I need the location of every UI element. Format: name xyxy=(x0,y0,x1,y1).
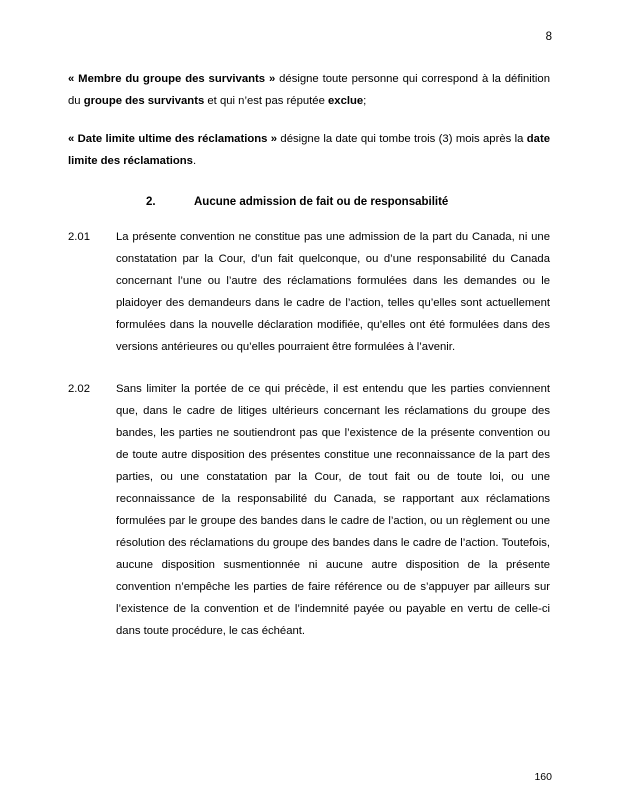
definition-emphasis-date-limite-reclamations: date limite des réclamations xyxy=(68,133,550,168)
definition-text-5: . xyxy=(192,155,197,168)
document-body xyxy=(68,68,550,662)
clause-index: 2.01 xyxy=(68,231,90,244)
section-number: 2. xyxy=(146,196,156,209)
definition-paragraph-survivants xyxy=(68,68,550,112)
clause-index: 2.02 xyxy=(68,383,90,396)
clause-2-02 xyxy=(68,378,550,642)
clause-text: La présente convention ne constitue pas une admission de la part du Canada, ni une constatation par la Cour, d’un fait quelconque, ou d’une responsabilité du Canada concernant l’une ou l’autre des réclamations formulées dans les demandes ou le plaidoyer des demandeurs dans le cadre de l’action, telles qu’elles sont actuellement formulées dans la nouvelle déclaration modifiée, qu’elles ont été formulées dans des versions antérieures ou qu’elles pourraient être formulées à l’avenir. xyxy=(116,231,550,354)
definition-term-date-limite: « Date limite ultime des réclamations » xyxy=(68,133,278,146)
definition-term-survivants: « Membre du groupe des survivants » xyxy=(68,73,276,85)
definition-emphasis-exclue: exclue xyxy=(328,95,364,108)
page-number-footer: 160 xyxy=(534,770,552,783)
definition-emphasis-groupe-survivants: groupe des survivants xyxy=(83,95,205,108)
definition-text-3: ; xyxy=(363,95,367,108)
definition-text-4: désigne la date qui tombe trois (3) mois après la xyxy=(277,133,527,146)
section-title: Aucune admission de fait ou de responsabilité xyxy=(194,196,449,209)
section-heading xyxy=(68,196,550,208)
clause-text: Sans limiter la portée de ce qui précède, il est entendu que les parties conviennent que, dans le cadre de litiges ultérieurs concernant les réclamations du groupe des bandes, les parties ne soutiendront pas que l’existence de la présente convention ou de toute autre disposition des présentes constitue une reconnaissance de la part des parties, ou une constatation par la Cour, de tout fait ou de toute loi, ou une reconnaissance de la responsabilité du Canada, se rapportant aux réclamations formulées par le groupe des bandes dans le cadre de l’action, ou un règlement ou une résolution des réclamations du groupe des bandes dans le cadre de l’action. Toutefois, aucune disposition susmentionnée ni aucune autre disposition de la présente convention n’empêche les parties de faire référence ou de s’appuyer par ailleurs sur l’existence de la convention et de l’indemnité payée ou payable en vertu de celle-ci dans toute procédure, le cas échéant. xyxy=(116,383,550,638)
clause-2-01 xyxy=(68,226,550,358)
definition-text-1: désigne toute personne qui correspond à la définition du xyxy=(68,73,550,108)
definition-paragraph-date-limite xyxy=(68,128,550,172)
definition-text-2: et qui n’est pas réputée xyxy=(204,95,328,108)
page-number-header: 8 xyxy=(545,31,552,43)
